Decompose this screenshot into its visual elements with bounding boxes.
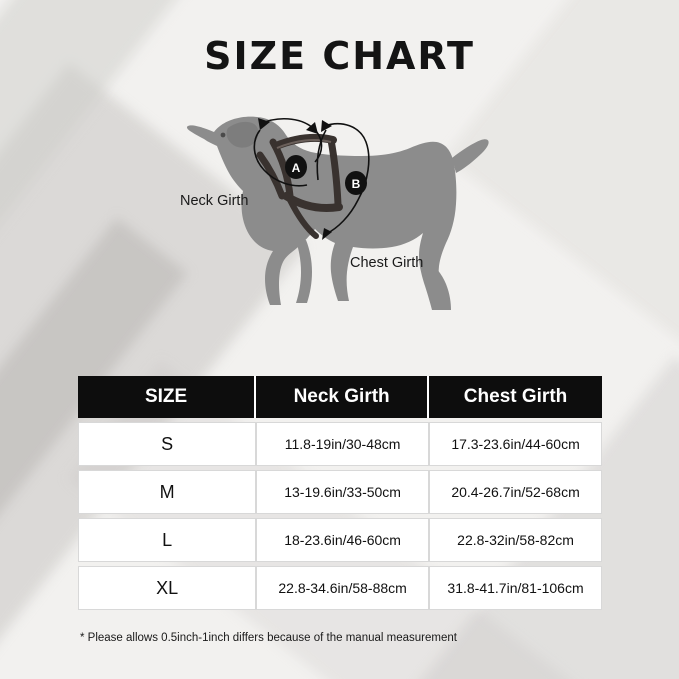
table-row	[78, 470, 602, 514]
cell-chest-girth: 22.8-32in/58-82cm	[429, 518, 602, 562]
marker-b-badge	[345, 171, 367, 195]
page-title: SIZE CHART	[204, 34, 475, 78]
cell-neck-girth: 22.8-34.6in/58-88cm	[256, 566, 429, 610]
cell-size: L	[78, 518, 256, 562]
arrow-head	[321, 120, 332, 132]
cell-chest-girth: 17.3-23.6in/44-60cm	[429, 422, 602, 466]
cell-neck-girth: 13-19.6in/33-50cm	[256, 470, 429, 514]
dog-eye	[221, 133, 226, 138]
size-table	[78, 372, 602, 614]
cell-size: XL	[78, 566, 256, 610]
dog-silhouette	[187, 117, 489, 310]
cell-size: S	[78, 422, 256, 466]
cell-chest-girth: 31.8-41.7in/81-106cm	[429, 566, 602, 610]
table-row	[78, 566, 602, 610]
marker-b-label: B	[351, 177, 361, 191]
column-header-neck-girth: Neck Girth	[256, 376, 429, 418]
neck-girth-label: Neck Girth	[180, 193, 249, 209]
table-row	[78, 518, 602, 562]
cell-chest-girth: 20.4-26.7in/52-68cm	[429, 470, 602, 514]
measurement-footnote: * Please allows 0.5inch-1inch differs because of the manual measurement	[80, 632, 457, 644]
cell-neck-girth: 11.8-19in/30-48cm	[256, 422, 429, 466]
chest-girth-label: Chest Girth	[350, 255, 424, 271]
dog-harness-illustration	[110, 100, 580, 350]
column-header-size: SIZE	[78, 376, 256, 418]
marker-a-label: A	[291, 161, 301, 175]
table-row	[78, 422, 602, 466]
table-header-row	[78, 376, 602, 418]
marker-a-badge	[285, 155, 307, 179]
cell-size: M	[78, 470, 256, 514]
column-header-chest-girth: Chest Girth	[429, 376, 602, 418]
cell-neck-girth: 18-23.6in/46-60cm	[256, 518, 429, 562]
